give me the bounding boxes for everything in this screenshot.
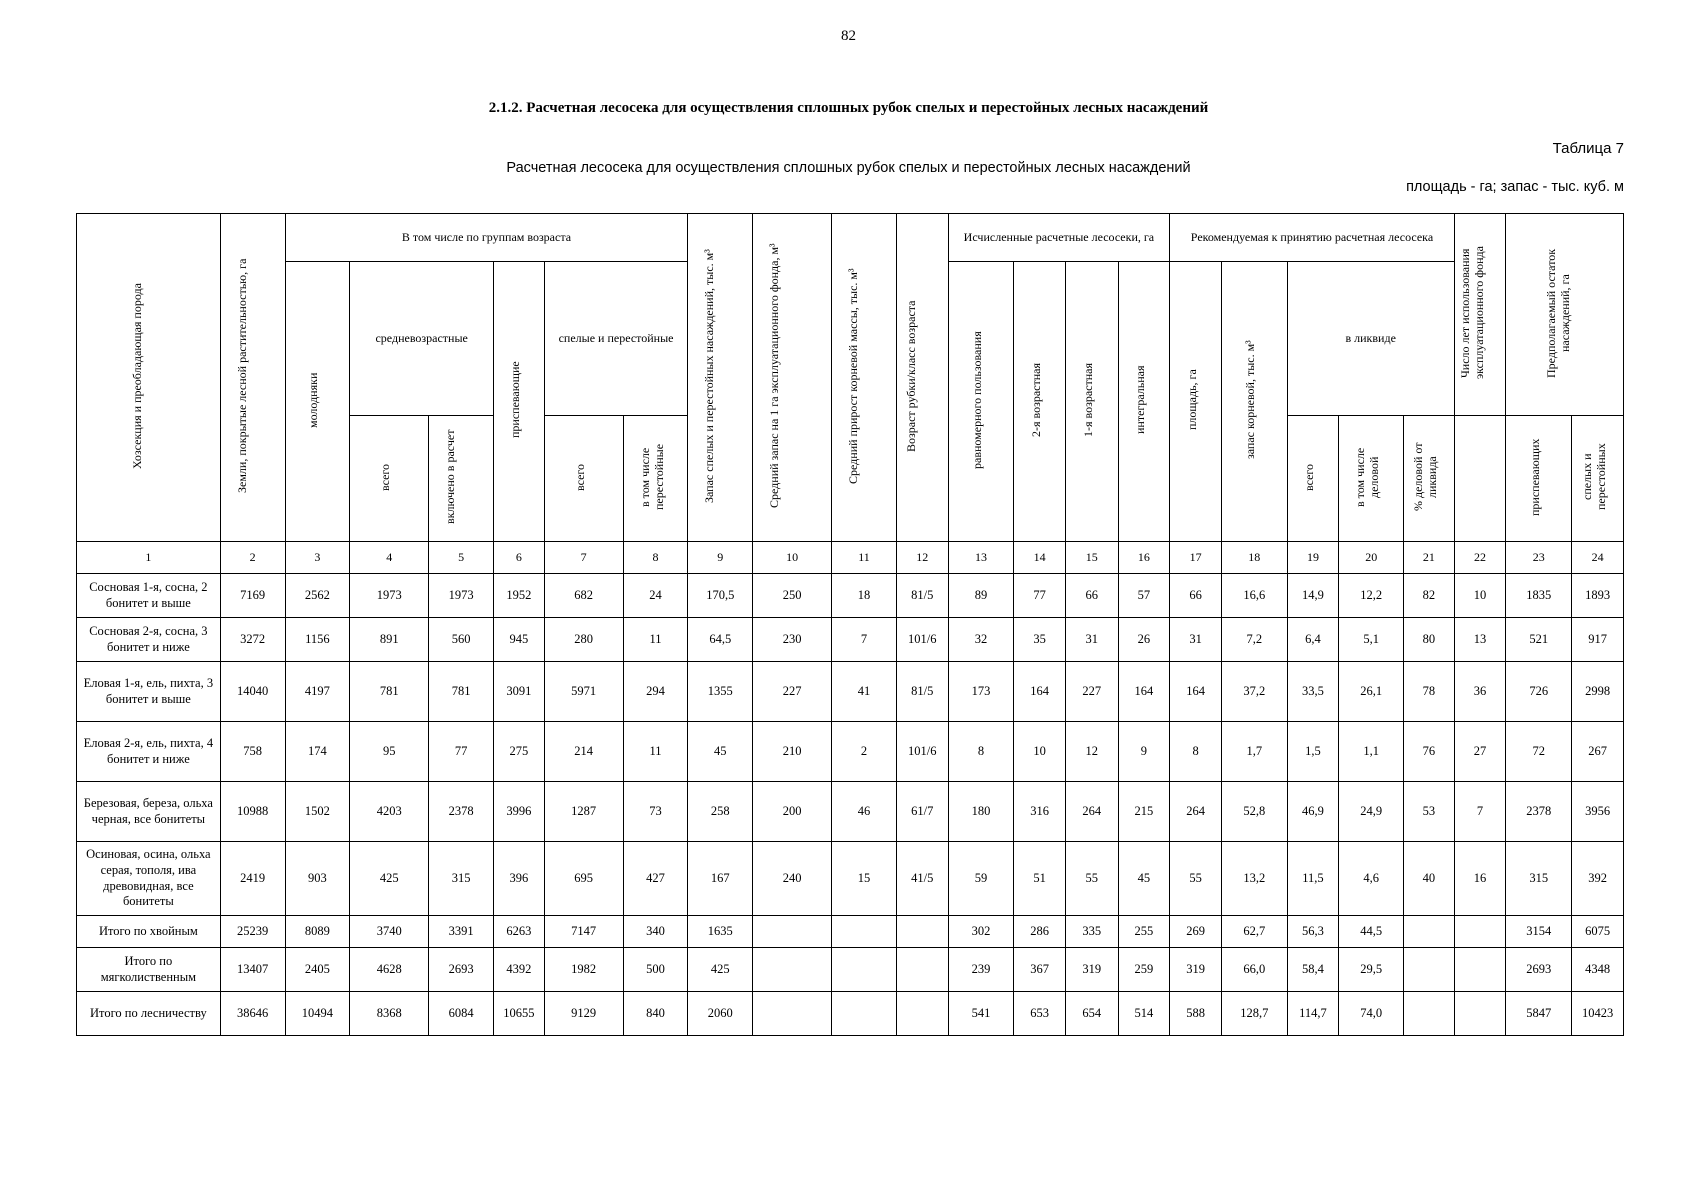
table-cell — [753, 916, 832, 948]
table-cell: 170,5 — [688, 574, 753, 618]
table-cell — [1454, 992, 1506, 1036]
header-cell: 1-я возрастная — [1065, 262, 1118, 542]
table-cell: 9 — [1118, 722, 1170, 782]
table-cell — [896, 992, 948, 1036]
table-cell: 227 — [1065, 662, 1118, 722]
table-cell: 286 — [1014, 916, 1066, 948]
table-cell: 7,2 — [1221, 618, 1287, 662]
table-cell — [1404, 992, 1455, 1036]
table-cell: 267 — [1572, 722, 1624, 782]
column-number: 17 — [1170, 542, 1222, 574]
table-cell: 521 — [1506, 618, 1572, 662]
table-cell: 230 — [753, 618, 832, 662]
table-cell: 89 — [948, 574, 1014, 618]
table-cell — [1454, 948, 1506, 992]
table-cell: 41/5 — [896, 842, 948, 916]
table-cell: 316 — [1014, 782, 1066, 842]
table-cell: 8 — [948, 722, 1014, 782]
table-cell: 40 — [1404, 842, 1455, 916]
table-cell: 36 — [1454, 662, 1506, 722]
table-cell — [832, 948, 897, 992]
table-cell: 53 — [1404, 782, 1455, 842]
table-cell: 5971 — [544, 662, 623, 722]
header-cell: приспевающих — [1506, 416, 1572, 542]
column-number: 24 — [1572, 542, 1624, 574]
table-cell: 269 — [1170, 916, 1222, 948]
table-cell: 4348 — [1572, 948, 1624, 992]
table-subtitle: Расчетная лесосека для осуществления сплошных рубок спелых и перестойных лесных насаждений — [506, 160, 1191, 176]
header-cell: Рекомендуемая к принятию расчетная лесосека — [1170, 214, 1454, 262]
table-cell: 101/6 — [896, 618, 948, 662]
table-row — [77, 842, 1624, 916]
table-cell: 682 — [544, 574, 623, 618]
table-cell: 11,5 — [1287, 842, 1339, 916]
table-cell: 61/7 — [896, 782, 948, 842]
allowable-cut-table — [76, 213, 1624, 1036]
table-cell: 5,1 — [1339, 618, 1404, 662]
table-cell: 1156 — [285, 618, 350, 662]
table-cell: 14,9 — [1287, 574, 1339, 618]
header-cell: средневозрастные — [350, 262, 494, 416]
column-number-row — [77, 542, 1624, 574]
row-name: Сосновая 1-я, сосна, 2 бонитет и выше — [77, 574, 221, 618]
table-cell — [1404, 948, 1455, 992]
table-row — [77, 992, 1624, 1036]
table-cell: 15 — [832, 842, 897, 916]
header-cell: Средний прирост корневой массы, тыс. м³ — [832, 214, 897, 542]
table-cell: 62,7 — [1221, 916, 1287, 948]
table-cell: 16 — [1454, 842, 1506, 916]
row-name: Еловая 1-я, ель, пихта, 3 бонитет и выше — [77, 662, 221, 722]
table-cell: 2060 — [688, 992, 753, 1036]
table-cell: 77 — [1014, 574, 1066, 618]
table-cell: 214 — [544, 722, 623, 782]
table-cell: 392 — [1572, 842, 1624, 916]
table-cell: 227 — [753, 662, 832, 722]
table-cell: 4197 — [285, 662, 350, 722]
table-cell: 1893 — [1572, 574, 1624, 618]
table-cell: 294 — [623, 662, 688, 722]
table-cell: 7 — [832, 618, 897, 662]
table-cell: 46,9 — [1287, 782, 1339, 842]
table-cell: 101/6 — [896, 722, 948, 782]
table-cell: 128,7 — [1221, 992, 1287, 1036]
table-cell: 2419 — [220, 842, 285, 916]
table-cell: 1835 — [1506, 574, 1572, 618]
table-cell: 57 — [1118, 574, 1170, 618]
table-cell: 588 — [1170, 992, 1222, 1036]
table-cell: 396 — [494, 842, 545, 916]
table-cell: 76 — [1404, 722, 1455, 782]
table-cell: 239 — [948, 948, 1014, 992]
column-number: 8 — [623, 542, 688, 574]
table-cell: 2405 — [285, 948, 350, 992]
table-cell: 78 — [1404, 662, 1455, 722]
table-cell: 3740 — [350, 916, 429, 948]
table-cell: 335 — [1065, 916, 1118, 948]
table-cell: 9129 — [544, 992, 623, 1036]
table-cell: 24 — [623, 574, 688, 618]
header-cell: Исчисленные расчетные лесосеки, га — [948, 214, 1170, 262]
table-cell: 7147 — [544, 916, 623, 948]
table-cell: 1287 — [544, 782, 623, 842]
column-number: 16 — [1118, 542, 1170, 574]
table-cell: 33,5 — [1287, 662, 1339, 722]
column-number: 2 — [220, 542, 285, 574]
table-cell: 917 — [1572, 618, 1624, 662]
header-cell: Земли, покрытые лесной растительностью, га — [220, 214, 285, 542]
table-cell: 1,1 — [1339, 722, 1404, 782]
table-cell: 1973 — [429, 574, 494, 618]
table-cell: 81/5 — [896, 574, 948, 618]
table-cell: 55 — [1065, 842, 1118, 916]
table-cell: 2693 — [429, 948, 494, 992]
table-cell: 164 — [1118, 662, 1170, 722]
column-number: 19 — [1287, 542, 1339, 574]
table-cell: 31 — [1170, 618, 1222, 662]
header-cell: всего — [1287, 416, 1339, 542]
header-cell: равномерного пользования — [948, 262, 1014, 542]
table-cell: 37,2 — [1221, 662, 1287, 722]
header-cell: включено в расчет — [429, 416, 494, 542]
table-cell: 26,1 — [1339, 662, 1404, 722]
table-cell: 3996 — [494, 782, 545, 842]
table-cell: 1952 — [494, 574, 545, 618]
header-cell: Хозсекция и преобладающая порода — [77, 214, 221, 542]
table-cell: 46 — [832, 782, 897, 842]
column-number: 7 — [544, 542, 623, 574]
table-cell: 264 — [1170, 782, 1222, 842]
column-number: 9 — [688, 542, 753, 574]
table-cell: 758 — [220, 722, 285, 782]
table-cell: 12,2 — [1339, 574, 1404, 618]
header-cell: приспевающие — [494, 262, 545, 542]
column-number: 10 — [753, 542, 832, 574]
table-cell: 840 — [623, 992, 688, 1036]
table-cell: 14040 — [220, 662, 285, 722]
table-cell: 59 — [948, 842, 1014, 916]
table-cell: 11 — [623, 722, 688, 782]
table-cell: 31 — [1065, 618, 1118, 662]
table-cell: 8 — [1170, 722, 1222, 782]
table-cell: 781 — [350, 662, 429, 722]
table-cell: 315 — [1506, 842, 1572, 916]
table-cell: 654 — [1065, 992, 1118, 1036]
table-row — [77, 948, 1624, 992]
header-cell: в ликвиде — [1287, 262, 1454, 416]
table-cell — [832, 916, 897, 948]
table-cell: 340 — [623, 916, 688, 948]
table-cell: 215 — [1118, 782, 1170, 842]
table-cell: 258 — [688, 782, 753, 842]
units-note: площадь - га; запас - тыс. куб. м — [1406, 179, 1624, 195]
table-cell: 1355 — [688, 662, 753, 722]
table-cell: 3272 — [220, 618, 285, 662]
table-cell: 280 — [544, 618, 623, 662]
row-name: Итого по лесничеству — [77, 992, 221, 1036]
column-number: 18 — [1221, 542, 1287, 574]
table-cell: 514 — [1118, 992, 1170, 1036]
table-cell: 200 — [753, 782, 832, 842]
table-cell: 18 — [832, 574, 897, 618]
table-cell: 6084 — [429, 992, 494, 1036]
table-cell: 77 — [429, 722, 494, 782]
header-cell: молодняки — [285, 262, 350, 542]
table-cell: 8368 — [350, 992, 429, 1036]
header-cell: Число лет использования эксплуатационного фонда — [1454, 214, 1506, 416]
table-cell: 255 — [1118, 916, 1170, 948]
table-cell — [1454, 916, 1506, 948]
header-cell: в том числе деловой — [1339, 416, 1404, 542]
header-cell: интегральная — [1118, 262, 1170, 542]
column-number: 14 — [1014, 542, 1066, 574]
table-cell: 425 — [688, 948, 753, 992]
table-cell: 1,7 — [1221, 722, 1287, 782]
table-cell: 2998 — [1572, 662, 1624, 722]
header-cell: % деловой от ликвида — [1404, 416, 1455, 542]
table-cell: 56,3 — [1287, 916, 1339, 948]
table-cell: 66 — [1065, 574, 1118, 618]
table-cell: 73 — [623, 782, 688, 842]
table-cell: 2562 — [285, 574, 350, 618]
table-cell: 319 — [1065, 948, 1118, 992]
table-cell: 3391 — [429, 916, 494, 948]
table-cell: 32 — [948, 618, 1014, 662]
table-cell: 52,8 — [1221, 782, 1287, 842]
table-cell: 1973 — [350, 574, 429, 618]
table-row — [77, 916, 1624, 948]
table-cell: 4628 — [350, 948, 429, 992]
table-cell: 302 — [948, 916, 1014, 948]
table-cell: 653 — [1014, 992, 1066, 1036]
table-cell: 250 — [753, 574, 832, 618]
table-cell: 3091 — [494, 662, 545, 722]
table-cell: 315 — [429, 842, 494, 916]
table-cell: 726 — [1506, 662, 1572, 722]
table-cell: 781 — [429, 662, 494, 722]
table-label: Таблица 7 — [1552, 140, 1624, 157]
header-cell: Предполагаемый остаток насаждений, га — [1506, 214, 1624, 416]
table-cell: 6263 — [494, 916, 545, 948]
table-cell: 45 — [1118, 842, 1170, 916]
table-cell: 1,5 — [1287, 722, 1339, 782]
header-cell: 2-я возрастная — [1014, 262, 1066, 542]
table-cell — [832, 992, 897, 1036]
table-cell: 16,6 — [1221, 574, 1287, 618]
table-cell: 26 — [1118, 618, 1170, 662]
row-name: Осиновая, осина, ольха серая, тополя, ива древовидная, все бонитеты — [77, 842, 221, 916]
column-number: 22 — [1454, 542, 1506, 574]
table-cell: 11 — [623, 618, 688, 662]
table-cell: 66,0 — [1221, 948, 1287, 992]
table-cell: 72 — [1506, 722, 1572, 782]
row-name: Сосновая 2-я, сосна, 3 бонитет и ниже — [77, 618, 221, 662]
table-cell: 44,5 — [1339, 916, 1404, 948]
table-cell — [753, 948, 832, 992]
table-cell: 55 — [1170, 842, 1222, 916]
table-cell: 29,5 — [1339, 948, 1404, 992]
table-cell: 74,0 — [1339, 992, 1404, 1036]
column-number: 12 — [896, 542, 948, 574]
table-cell: 891 — [350, 618, 429, 662]
table-cell: 24,9 — [1339, 782, 1404, 842]
column-number: 13 — [948, 542, 1014, 574]
table-cell: 167 — [688, 842, 753, 916]
table-row — [77, 662, 1624, 722]
table-cell: 541 — [948, 992, 1014, 1036]
table-row — [77, 574, 1624, 618]
table-cell: 264 — [1065, 782, 1118, 842]
table-cell — [896, 916, 948, 948]
column-number: 11 — [832, 542, 897, 574]
row-name: Березовая, береза, ольха черная, все бонитеты — [77, 782, 221, 842]
table-cell: 173 — [948, 662, 1014, 722]
header-cell: всего — [544, 416, 623, 542]
table-cell: 319 — [1170, 948, 1222, 992]
table-cell: 80 — [1404, 618, 1455, 662]
table-cell: 45 — [688, 722, 753, 782]
column-number: 20 — [1339, 542, 1404, 574]
table-cell: 10 — [1014, 722, 1066, 782]
table-cell: 2 — [832, 722, 897, 782]
table-cell: 164 — [1170, 662, 1222, 722]
table-cell: 10988 — [220, 782, 285, 842]
table-cell: 367 — [1014, 948, 1066, 992]
table-cell: 210 — [753, 722, 832, 782]
table-cell: 66 — [1170, 574, 1222, 618]
table-cell: 4203 — [350, 782, 429, 842]
table-cell: 3154 — [1506, 916, 1572, 948]
page-number: 82 — [841, 28, 856, 44]
table-cell — [896, 948, 948, 992]
column-number: 23 — [1506, 542, 1572, 574]
row-name: Еловая 2-я, ель, пихта, 4 бонитет и ниже — [77, 722, 221, 782]
row-name: Итого по хвойным — [77, 916, 221, 948]
table-cell: 259 — [1118, 948, 1170, 992]
header-cell: спелые и перестойные — [544, 262, 688, 416]
table-cell: 1502 — [285, 782, 350, 842]
table-cell: 64,5 — [688, 618, 753, 662]
table-cell: 13407 — [220, 948, 285, 992]
table-cell: 7169 — [220, 574, 285, 618]
table-row — [77, 782, 1624, 842]
table-cell: 174 — [285, 722, 350, 782]
table-cell: 35 — [1014, 618, 1066, 662]
table-cell: 27 — [1454, 722, 1506, 782]
table-cell: 82 — [1404, 574, 1455, 618]
table-cell: 13 — [1454, 618, 1506, 662]
header-cell: всего — [350, 416, 429, 542]
table-cell — [1404, 916, 1455, 948]
table-row — [77, 722, 1624, 782]
table-cell: 903 — [285, 842, 350, 916]
table-cell: 4,6 — [1339, 842, 1404, 916]
table-cell: 6075 — [1572, 916, 1624, 948]
column-number: 6 — [494, 542, 545, 574]
table-cell: 114,7 — [1287, 992, 1339, 1036]
table-cell: 240 — [753, 842, 832, 916]
table-cell: 10 — [1454, 574, 1506, 618]
table-cell: 10655 — [494, 992, 545, 1036]
table-cell: 2693 — [1506, 948, 1572, 992]
table-cell: 180 — [948, 782, 1014, 842]
table-cell: 2378 — [1506, 782, 1572, 842]
table-cell: 81/5 — [896, 662, 948, 722]
table-cell: 7 — [1454, 782, 1506, 842]
column-number: 1 — [77, 542, 221, 574]
header-cell: Средний запас на 1 га эксплуатационного фонда, м³ — [753, 214, 832, 542]
column-number: 4 — [350, 542, 429, 574]
table-cell: 695 — [544, 842, 623, 916]
table-cell: 12 — [1065, 722, 1118, 782]
table-cell: 10494 — [285, 992, 350, 1036]
header-cell — [1454, 416, 1506, 542]
table-cell: 8089 — [285, 916, 350, 948]
table-cell: 51 — [1014, 842, 1066, 916]
table-cell: 6,4 — [1287, 618, 1339, 662]
table-cell — [753, 992, 832, 1036]
section-heading: 2.1.2. Расчетная лесосека для осуществления сплошных рубок спелых и перестойных лесных насаждений — [488, 100, 1209, 116]
table-cell: 560 — [429, 618, 494, 662]
table-cell: 427 — [623, 842, 688, 916]
table-cell: 275 — [494, 722, 545, 782]
table-cell: 25239 — [220, 916, 285, 948]
table-cell: 1635 — [688, 916, 753, 948]
table-cell: 164 — [1014, 662, 1066, 722]
table-cell: 1982 — [544, 948, 623, 992]
table-cell: 4392 — [494, 948, 545, 992]
header-cell: В том числе по группам возраста — [285, 214, 688, 262]
header-cell: Запас спелых и перестойных насаждений, тыс. м³ — [688, 214, 753, 542]
header-cell: Возраст рубки/класс возраста — [896, 214, 948, 542]
column-number: 3 — [285, 542, 350, 574]
table-cell: 5847 — [1506, 992, 1572, 1036]
header-cell: запас корневой, тыс. м³ — [1221, 262, 1287, 542]
table-cell: 2378 — [429, 782, 494, 842]
row-name: Итого по мягколиственным — [77, 948, 221, 992]
table-cell: 41 — [832, 662, 897, 722]
table-cell: 95 — [350, 722, 429, 782]
table-cell: 945 — [494, 618, 545, 662]
table-cell: 58,4 — [1287, 948, 1339, 992]
column-number: 15 — [1065, 542, 1118, 574]
column-number: 21 — [1404, 542, 1455, 574]
table-cell: 10423 — [1572, 992, 1624, 1036]
table-cell: 425 — [350, 842, 429, 916]
header-cell: спелых и перестойных — [1572, 416, 1624, 542]
header-cell: площадь, га — [1170, 262, 1222, 542]
table-cell: 500 — [623, 948, 688, 992]
table-cell: 3956 — [1572, 782, 1624, 842]
header-cell: в том числе перестойные — [623, 416, 688, 542]
table-row — [77, 618, 1624, 662]
table-cell: 13,2 — [1221, 842, 1287, 916]
table-cell: 38646 — [220, 992, 285, 1036]
column-number: 5 — [429, 542, 494, 574]
